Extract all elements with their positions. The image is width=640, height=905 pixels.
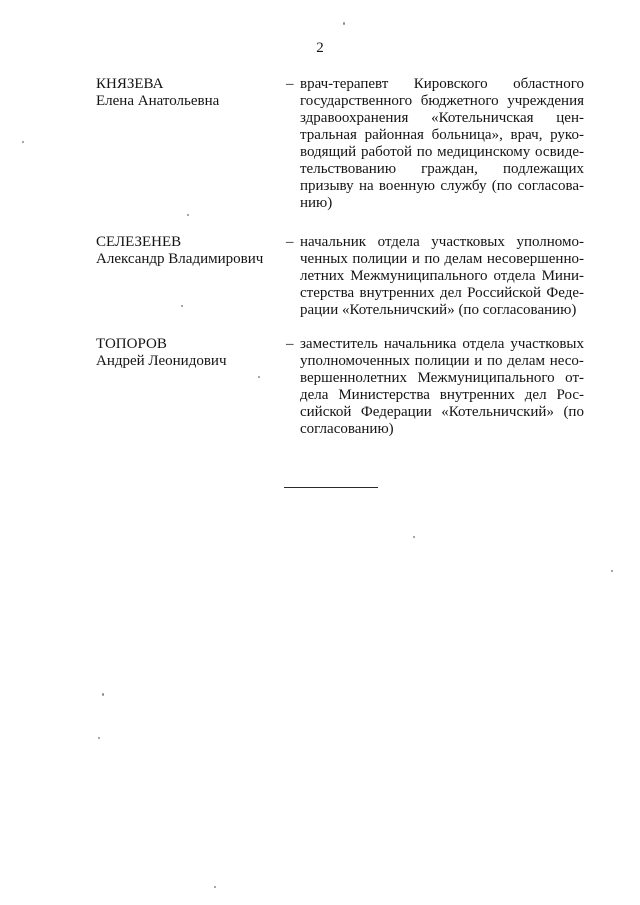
position-line [300,353,584,370]
position-word: работой [361,144,412,160]
position-line [300,76,584,93]
position-line [300,387,584,404]
position-segment: рации «Котельничский» (по согласованию) [300,302,577,318]
position-line [300,178,584,195]
position-word: водящий [300,144,357,160]
entry-dash: – [286,336,294,352]
entry-dash: – [286,76,294,92]
position-segment: «Котельничская [431,110,534,126]
position-word: делам [507,353,546,369]
position-word: дел [524,387,547,403]
scan-speck [214,886,216,888]
position-line [300,268,584,285]
position-word: Мини- [541,268,584,284]
position-word: дел [439,285,462,301]
member-surname: ТОПОРОВ [96,336,167,352]
position-segment: цен- [556,110,584,126]
position-word: освиде- [535,144,584,160]
position-word: отдела [462,336,505,352]
position-word: внутренних [359,285,435,301]
position-word: от- [565,370,584,386]
scan-speck [343,22,345,25]
member-name [96,76,276,110]
position-line [300,251,584,268]
position-word: согласова- [517,178,584,194]
entry-dash: – [286,234,294,250]
member-surname: КНЯЗЕВА [96,76,164,92]
position-word: ченных [300,251,348,267]
position-word: больница», [431,127,503,143]
position-line [300,161,584,178]
position-word: Межмуниципального [350,268,488,284]
member-name [96,336,276,370]
position-segment: здравоохранения [300,110,409,126]
position-word: дела [300,387,329,403]
position-word: вершеннолетних [300,370,407,386]
position-word: участковых [431,234,505,250]
position-word: тральная [300,127,357,143]
position-line [300,336,584,353]
position-word: сийской [300,404,352,420]
position-word: (по [491,178,513,194]
position-word: делам [444,251,483,267]
position-word: по [416,144,433,160]
position-line [300,285,584,302]
position-word: Рос- [556,387,584,403]
position-segment: врач-терапевт [300,76,389,92]
position-word: и [474,353,483,369]
position-word: Российской [467,285,542,301]
member-position [300,336,584,438]
scan-speck [187,214,189,216]
position-word: летних [300,268,345,284]
position-segment: нию) [300,195,333,211]
closing-rule [284,487,378,488]
scan-speck [181,305,183,307]
position-line [300,110,584,127]
position-segment: согласованию) [300,421,394,437]
position-line [300,144,584,161]
position-segment: подлежащих [503,161,584,177]
position-word: внутренних [439,387,515,403]
position-line [300,93,584,110]
scan-speck [611,570,613,572]
position-line [300,370,584,387]
position-word: (по [563,404,584,420]
position-segment: областного [513,76,584,92]
scan-speck [102,693,104,696]
position-line [300,421,584,438]
position-line [300,302,584,319]
position-segment: тельствованию [300,161,397,177]
position-word: службу [440,178,487,194]
position-word: полиции [414,353,470,369]
position-word: начальника [383,336,457,352]
position-word: призыву [300,178,354,194]
position-word: и [411,251,420,267]
member-name [96,234,276,268]
position-word: районная [364,127,424,143]
member-surname: СЕЛЕЗЕНЕВ [96,234,182,250]
position-word: несовершенно- [486,251,584,267]
position-word: уполномо- [516,234,584,250]
position-word: отдела [493,268,536,284]
scan-speck [258,376,260,378]
member-given-names: Александр Владимирович [96,251,264,267]
scan-speck [98,737,100,739]
position-word: Феде- [546,285,584,301]
position-word: на [358,178,374,194]
position-word: несо- [549,353,584,369]
position-segment: граждан, [421,161,478,177]
position-word: заместитель [300,336,378,352]
position-line [300,234,584,251]
position-word: уполномоченных [300,353,410,369]
member-position [300,76,584,212]
position-word: военную [378,178,436,194]
position-word: Федерации [360,404,432,420]
scan-speck [22,141,24,143]
member-position [300,234,584,319]
position-word: начальник [300,234,367,250]
position-word: бюджетного [420,93,499,109]
position-line [300,127,584,144]
page-number: 2 [316,40,324,56]
position-word: государственного [300,93,413,109]
position-word: по [486,353,503,369]
position-word: «Котельничский» [441,404,554,420]
position-line [300,195,584,212]
position-word: участковых [510,336,584,352]
position-word: руко- [550,127,584,143]
member-given-names: Андрей Леонидович [96,353,227,369]
position-line [300,404,584,421]
position-word: Межмуниципального [417,370,555,386]
position-word: врач, [510,127,543,143]
position-word: медицинскому [437,144,531,160]
position-word: Министерства [338,387,430,403]
position-word: стерства [300,285,355,301]
position-segment: Кировского [413,76,488,92]
position-word: по [424,251,440,267]
member-given-names: Елена Анатольевна [96,93,220,109]
position-word: отдела [377,234,420,250]
position-word: учреждения [507,93,584,109]
position-word: полиции [352,251,408,267]
scan-speck [413,536,415,538]
